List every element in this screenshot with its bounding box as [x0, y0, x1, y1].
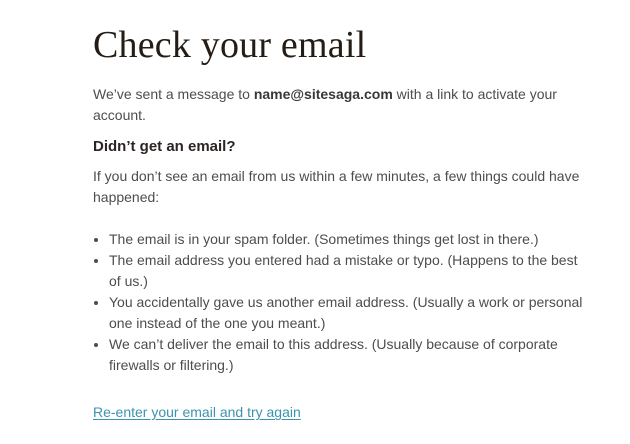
- explanation-text: If you don’t see an email from us within a few minutes, a few things could have happened:: [93, 168, 580, 205]
- didnt-get-email-subheading: Didn’t get an email?: [93, 138, 236, 155]
- reason-list: [93, 229, 587, 376]
- page-title: Check your email: [93, 24, 367, 66]
- reason-list-item: • The email is in your spam folder. (Sometimes things get lost in there.): [109, 229, 587, 250]
- intro-message: [93, 84, 601, 126]
- reason-list-item: • The email address you entered had a mistake or typo. (Happens to the best of us.): [109, 250, 587, 292]
- intro-text-after-email: with a link to activate your account.: [93, 86, 557, 123]
- recipient-email-address: name@sitesaga.com: [253, 86, 393, 102]
- reason-list-item: • We can’t deliver the email to this address. (Usually because of corporate firewalls or filtering.): [109, 334, 587, 376]
- reason-list-item: • You accidentally gave us another email address. (Usually a work or personal one instead of the one you meant.): [109, 292, 587, 334]
- main-content: [93, 22, 603, 422]
- intro-text-before-email: We’ve sent a message to: [93, 86, 254, 102]
- reenter-email-link[interactable]: Re-enter your email and try again: [93, 404, 301, 420]
